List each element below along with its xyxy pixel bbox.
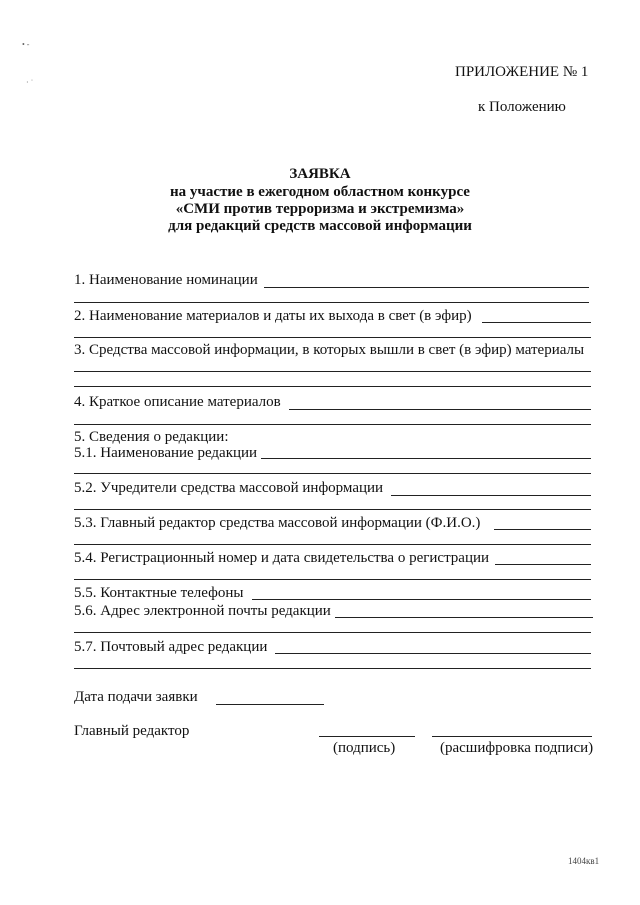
field-chief-editor-input-extra[interactable] [74,544,591,545]
field-editorial-name-input[interactable] [261,458,591,459]
field-email-input-extra[interactable] [74,632,591,633]
signature-decryption-input[interactable] [432,736,592,737]
field-media-label: 3. Средства массовой информации, в которых вышли в свет (в эфир) материалы [74,342,585,358]
field-chief-editor-label: 5.3. Главный редактор средства массовой информации (Ф.И.О.) [74,515,481,531]
form-subtitle-3: для редакций средств массовой информации [168,218,472,234]
field-media-input[interactable] [74,371,591,372]
field-email-label: 5.6. Адрес электронной почты редакции [74,603,331,619]
field-registration-input[interactable] [495,564,591,565]
field-nomination-label: 1. Наименование номинации [74,272,258,288]
scan-speck: • ‐ [22,40,30,49]
field-description-input[interactable] [289,409,591,410]
form-title: ЗАЯВКА [289,166,351,182]
field-phones-input[interactable] [252,599,591,600]
field-materials-input[interactable] [482,322,591,323]
scan-speck: · ˙ [26,78,34,87]
form-subtitle-1: на участие в ежегодном областном конкурсе [170,184,470,200]
signature-input[interactable] [319,736,415,737]
signature-decryption-caption: (расшифровка подписи) [440,740,594,756]
field-media-input-extra[interactable] [74,386,591,387]
form-subtitle-2: «СМИ против терроризма и экстремизма» [175,201,465,217]
field-editorial-name-label: 5.1. Наименование редакции [74,445,258,461]
field-phones-label: 5.5. Контактные телефоны [74,585,244,601]
field-founders-input[interactable] [391,495,591,496]
field-editorial-name-input-extra[interactable] [74,473,591,474]
field-materials-input-extra[interactable] [74,337,591,338]
chief-editor-label: Главный редактор [74,723,190,739]
field-postal-input-extra[interactable] [74,668,591,669]
field-description-input-extra[interactable] [74,424,591,425]
field-materials-label: 2. Наименование материалов и даты их выхода в свет (в эфир) [74,308,472,324]
submission-date-label: Дата подачи заявки [74,689,198,705]
field-postal-label: 5.7. Почтовый адрес редакции [74,639,268,655]
section-editorial-info: 5. Сведения о редакции: [74,429,229,445]
appendix-label: ПРИЛОЖЕНИЕ № 1 [455,64,589,80]
field-founders-input-extra[interactable] [74,509,591,510]
field-nomination-input[interactable] [264,287,589,288]
signature-caption: (подпись) [333,740,396,756]
field-postal-input[interactable] [275,653,591,654]
field-registration-input-extra[interactable] [74,579,591,580]
field-nomination-input-extra[interactable] [74,302,589,303]
field-email-input[interactable] [335,617,593,618]
submission-date-input[interactable] [216,704,324,705]
field-registration-label: 5.4. Регистрационный номер и дата свидетельства о регистрации [74,550,490,566]
field-founders-label: 5.2. Учредители средства массовой информации [74,480,384,496]
document-code: 1404кв1 [568,856,600,866]
regulation-label: к Положению [478,99,566,115]
field-description-label: 4. Краткое описание материалов [74,394,281,410]
field-chief-editor-input[interactable] [494,529,591,530]
